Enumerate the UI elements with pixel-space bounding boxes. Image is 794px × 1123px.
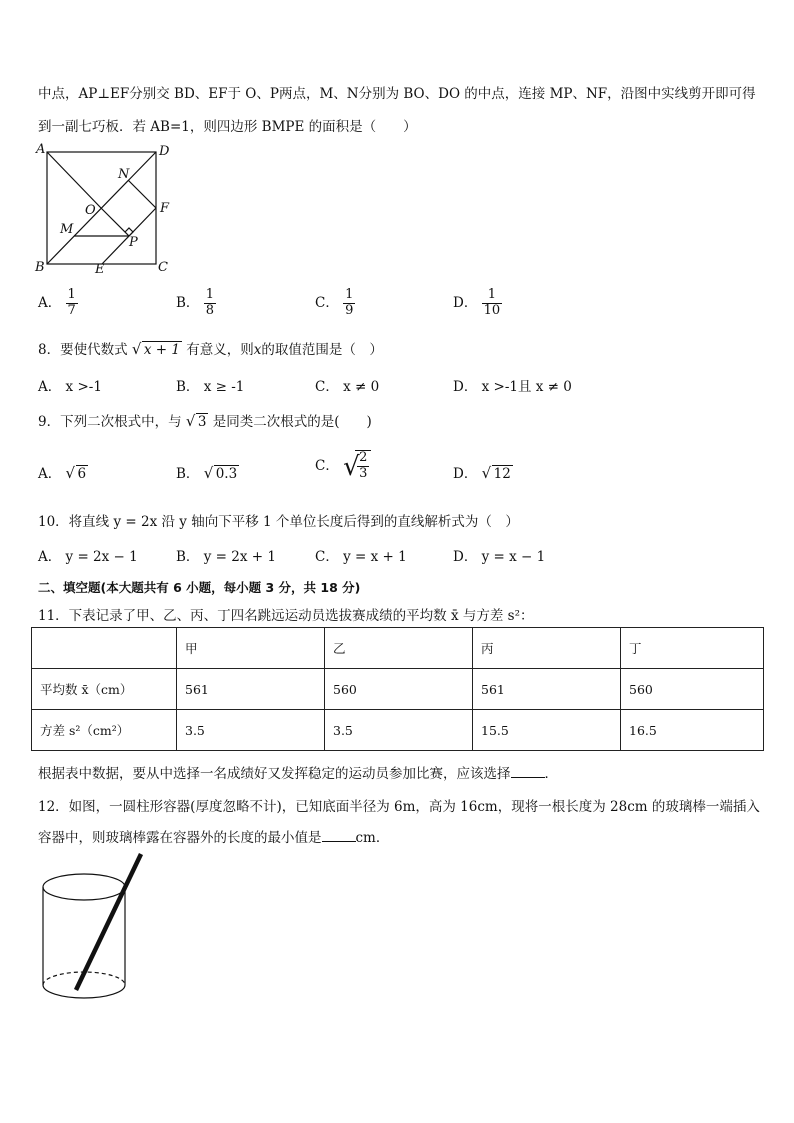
q7-text-line2: 到一副七巧板．若 AB=1，则四边形 BMPE 的面积是（ ）	[38, 119, 417, 135]
q8-option-a[interactable]: A． x >-1	[38, 379, 102, 395]
table-cell: 15.5	[473, 710, 621, 751]
label-e: E	[95, 262, 105, 277]
q11-text: 11．下表记录了甲、乙、丙、丁四名跳远运动员选拔赛成绩的平均数 x̄ 与方差 s²：	[38, 608, 534, 624]
q12-cylinder-figure	[36, 850, 146, 1010]
label-m: M	[60, 222, 74, 237]
table-cell: 561	[177, 669, 325, 710]
sqrt-3: √ 3	[185, 412, 207, 430]
label-b: B	[35, 260, 45, 275]
segment-ao	[47, 152, 101, 208]
q9-text: 9．下列二次根式中，与 √ 3 是同类二次根式的是( )	[38, 412, 372, 430]
sqrt-x-plus-1: √ x + 1	[131, 340, 180, 358]
label-n: N	[118, 167, 130, 182]
label-a: A	[36, 142, 46, 157]
q11-score-table	[31, 627, 764, 751]
section-fill-in-heading: 二、填空题(本大题共有 6 小题，每小题 3 分，共 18 分)	[38, 580, 361, 595]
q12-text-line1: 12．如图，一圆柱形容器(厚度忽略不计)，已知底面半径为 6m，高为 16cm，现将一根长度为 28cm 的玻璃棒一端插入	[38, 799, 760, 815]
q10-option-b[interactable]: B． y = 2x + 1	[176, 549, 276, 565]
row-label-variance: 方差 s²（cm²）	[32, 710, 177, 751]
q9-option-b[interactable]: B． √ 0.3	[176, 464, 238, 482]
q7-option-a[interactable]: A． $\frac{1}{7}$	[38, 287, 76, 318]
q9-option-d[interactable]: D． √ 12	[453, 464, 511, 482]
label-c: C	[158, 260, 168, 275]
table-cell: 561	[473, 669, 621, 710]
q8-option-c[interactable]: C． x ≠ 0	[315, 379, 380, 395]
table-cell: 560	[621, 669, 764, 710]
table-cell: 560	[325, 669, 473, 710]
q10-text: 10．将直线 y = 2x 沿 y 轴向下平移 1 个单位长度后得到的直线解析式为（ ）	[38, 514, 519, 530]
q8-text: 8．要使代数式 √ x + 1 有意义，则x的取值范围是（ ）	[38, 340, 383, 358]
table-header-ding: 丁	[621, 628, 764, 669]
q7-text-line1: 中点，AP⊥EF分别交 BD、EF于 O、P两点，M、N分别为 BO、DO 的中点，连接 MP、NF，沿图中实线剪开即可得	[38, 86, 756, 102]
q8-option-b[interactable]: B． x ≥ -1	[176, 379, 245, 395]
table-header-row	[32, 628, 764, 669]
row-label-mean: 平均数 x̄（cm）	[32, 669, 177, 710]
table-header-yi: 乙	[325, 628, 473, 669]
table-header-bing: 丙	[473, 628, 621, 669]
q7-option-d[interactable]: D． $\frac{1}{10}$	[453, 287, 501, 318]
q10-option-d[interactable]: D． y = x − 1	[453, 549, 546, 565]
segment-nf	[128, 180, 156, 208]
q7-option-b[interactable]: B． $\frac{1}{8}$	[176, 287, 214, 318]
table-cell	[32, 628, 177, 669]
table-cell: 16.5	[621, 710, 764, 751]
q9-option-a[interactable]: A． √ 6	[38, 464, 87, 482]
q7-tangram-figure	[30, 140, 180, 278]
table-cell: 3.5	[177, 710, 325, 751]
answer-blank[interactable]	[322, 829, 356, 842]
answer-blank[interactable]	[511, 765, 545, 778]
label-o: O	[85, 203, 96, 218]
table-cell: 3.5	[325, 710, 473, 751]
cylinder-bottom-front	[43, 985, 125, 998]
q7-option-c[interactable]: C． $\frac{1}{9}$	[315, 287, 354, 318]
cylinder-top	[43, 874, 125, 900]
q10-option-a[interactable]: A． y = 2x − 1	[38, 549, 138, 565]
table-row	[32, 710, 764, 751]
q10-option-c[interactable]: C． y = x + 1	[315, 549, 407, 565]
label-p: P	[129, 235, 138, 250]
q11-followup: 根据表中数据，要从中选择一名成绩好又发挥稳定的运动员参加比赛，应该选择 ．	[38, 766, 558, 782]
table-row	[32, 669, 764, 710]
label-d: D	[159, 144, 170, 159]
table-header-jia: 甲	[177, 628, 325, 669]
q9-option-c[interactable]: C． √ $\frac{2}{3}$	[315, 450, 371, 482]
label-f: F	[160, 201, 170, 216]
q12-text-line2: 容器中，则玻璃棒露在容器外的长度的最小值是 cm．	[38, 830, 390, 846]
q8-option-d[interactable]: D． x >-1且 x ≠ 0	[453, 379, 572, 395]
